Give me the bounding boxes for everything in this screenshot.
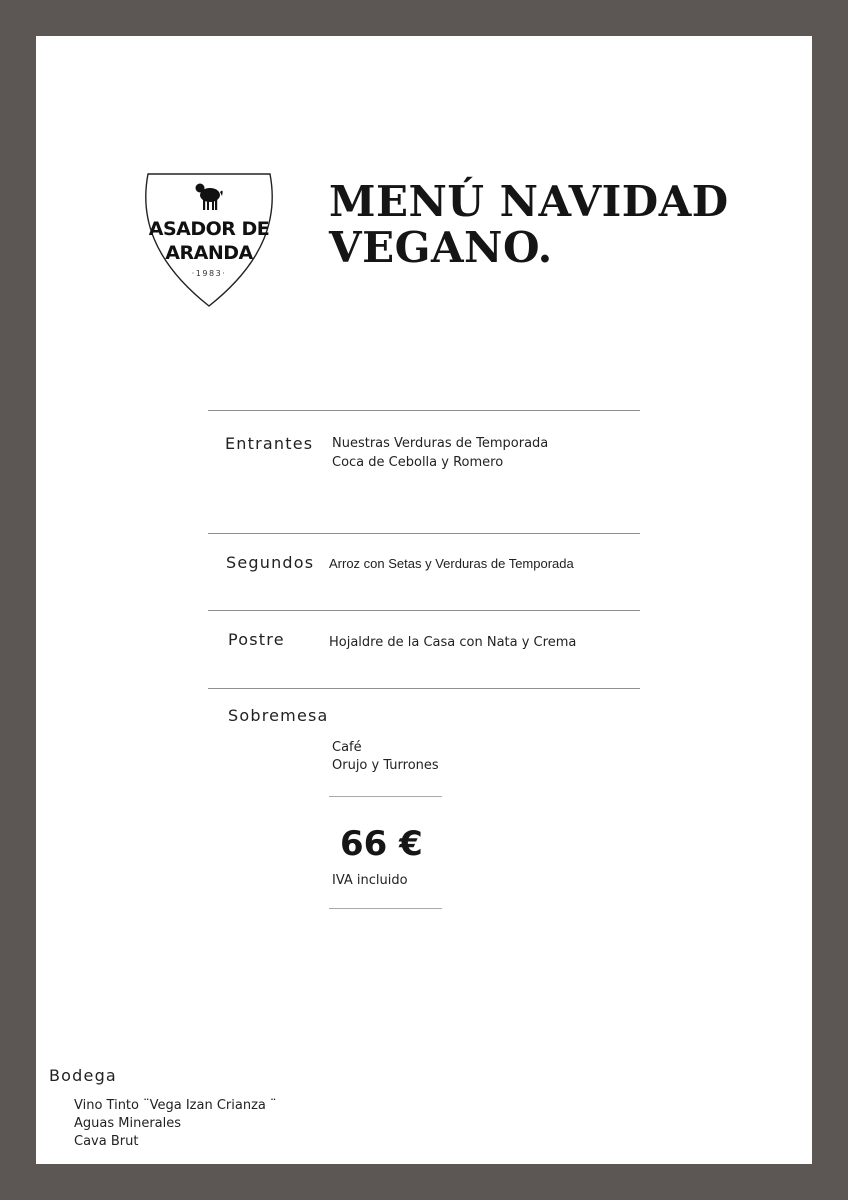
divider-top [208, 410, 640, 411]
menu-page [36, 36, 812, 1164]
list-item: Nuestras Verduras de Temporada [332, 436, 549, 451]
section-label-postre: Postre [228, 630, 285, 649]
menu-title-line1: MENÚ NAVIDAD [329, 177, 729, 226]
bodega-items [74, 1097, 277, 1151]
list-item: Orujo y Turrones [332, 758, 439, 773]
list-item: Café [332, 740, 362, 755]
list-item: Hojaldre de la Casa con Nata y Crema [329, 635, 577, 650]
divider-price-top [329, 796, 442, 797]
logo-year: ·1983· [191, 269, 227, 278]
list-item: Vino Tinto ¨Vega Izan Crianza ¨ [74, 1098, 277, 1113]
list-item: Aguas Minerales [74, 1116, 182, 1131]
menu-title-line2: VEGANO. [329, 223, 553, 272]
list-item: Coca de Cebolla y Romero [332, 455, 504, 470]
list-item: Cava Brut [74, 1134, 139, 1149]
menu-title [329, 179, 729, 271]
asador-de-aranda-logo [138, 166, 280, 311]
divider-segundos [208, 610, 640, 611]
section-items-entrantes [332, 434, 548, 472]
bodega-label: Bodega [49, 1066, 117, 1085]
divider-price-bottom [329, 908, 442, 909]
section-label-segundos: Segundos [226, 553, 315, 572]
section-label-entrantes: Entrantes [225, 434, 314, 453]
logo-line2: ARANDA [165, 242, 253, 264]
list-item: Arroz con Setas y Verduras de Temporada [329, 556, 574, 571]
divider-postre [208, 688, 640, 689]
section-items-segundos [329, 554, 574, 573]
section-items-sobremesa [332, 739, 439, 775]
section-label-sobremesa: Sobremesa [228, 706, 329, 725]
menu-price: 66 € [340, 824, 423, 864]
logo-line1: ASADOR DE [148, 218, 270, 240]
price-note: IVA incluido [332, 873, 408, 888]
section-items-postre [329, 633, 576, 652]
divider-entrantes [208, 533, 640, 534]
